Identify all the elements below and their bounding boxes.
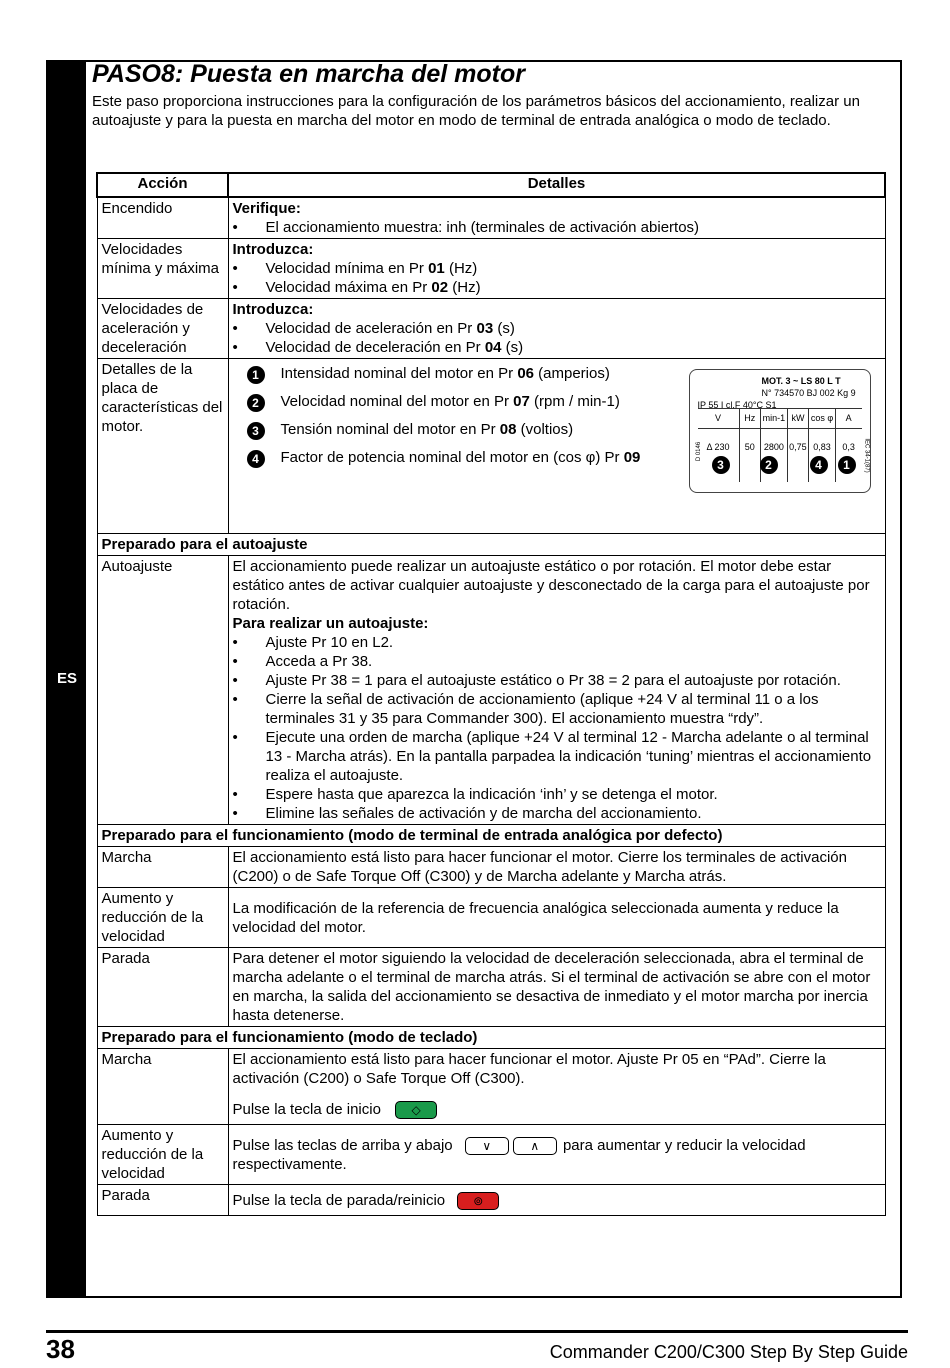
list-item: • Velocidad de aceleración en Pr 03 (s) xyxy=(233,319,881,338)
number-marker: 1 xyxy=(247,366,265,384)
list-item: • Ajuste Pr 10 en L2. xyxy=(233,633,881,652)
intro-text: Este paso proporciona instrucciones para la configuración de los parámetros básicos del accionamiento, realizar un autoajuste y para la puesta en marcha del motor en modo de terminal de entrada analógica o modo de teclado. xyxy=(92,93,860,129)
table-row xyxy=(97,556,885,825)
table-row xyxy=(97,239,885,299)
details-cell xyxy=(228,239,885,299)
down-key-icon[interactable]: ∨ xyxy=(465,1137,509,1155)
plate-marker: 1 xyxy=(838,456,856,474)
action-cell: Marcha xyxy=(97,1049,228,1125)
header-action: Acción xyxy=(97,173,228,197)
number-marker: 3 xyxy=(247,422,265,440)
plate-line-1: MOT. 3 ~ LS 80 L T xyxy=(761,376,841,386)
list-item: • Acceda a Pr 38. xyxy=(233,652,881,671)
page-number: 38 xyxy=(46,1334,75,1364)
plate-side-right: IEC 34-1(87) xyxy=(863,438,870,473)
action-cell: Encendido xyxy=(97,197,228,239)
list-item: 2 Velocidad nominal del motor en Pr 07 (rpm / min-1) xyxy=(233,392,881,412)
procedure-table xyxy=(96,172,886,1216)
details-cell xyxy=(228,197,885,239)
list-item: • Cierre la señal de activación de accionamiento (aplique +24 V al terminal 11 o a los terminales 31 y 35 para Commander 300). El accionamiento muestra “rdy”. xyxy=(233,690,881,728)
details-cell: El accionamiento está listo para hacer funcionar el motor. Ajuste Pr 05 en “PAd”. Cierre la activación (C200) o Safe Torque Off (C300). Pulse la tecla de inicio ◇ xyxy=(228,1049,885,1125)
action-cell: Parada xyxy=(97,1185,228,1216)
details-cell xyxy=(228,359,885,534)
motor-nameplate-diagram xyxy=(689,369,871,493)
details-heading: Para realizar un autoajuste: xyxy=(232,615,429,632)
page-frame xyxy=(46,60,902,1298)
details-cell: El accionamiento está listo para hacer funcionar el motor. Cierre los terminales de activación (C200) o de Safe Torque Off (C300) y de Marcha adelante y Marcha atrás. xyxy=(228,847,885,888)
list-item: 3 Tensión nominal del motor en Pr 08 (voltios) xyxy=(233,420,881,440)
list-item: • Velocidad máxima en Pr 02 (Hz) xyxy=(233,278,881,297)
action-cell: Detalles de la placa de características del motor. xyxy=(97,359,228,534)
section-header: Preparado para el autoajuste xyxy=(97,534,885,556)
action-cell: Aumento y reducción de la velocidad xyxy=(97,888,228,948)
details-cell xyxy=(228,299,885,359)
number-marker: 4 xyxy=(247,450,265,468)
up-key-icon[interactable]: ∧ xyxy=(513,1137,557,1155)
footer-rule xyxy=(46,1330,908,1333)
list-item: • Velocidad de deceleración en Pr 04 (s) xyxy=(233,338,881,357)
start-key-icon[interactable]: ◇ xyxy=(395,1101,437,1119)
action-cell: Parada xyxy=(97,948,228,1027)
action-cell: Autoajuste xyxy=(97,556,228,825)
plate-side-left: D 0146 xyxy=(695,441,702,462)
table-row xyxy=(97,948,885,1027)
plate-line-2: N° 734570 BJ 002 Kg 9 xyxy=(761,388,856,398)
details-heading: Introduzca: xyxy=(232,241,314,258)
plate-marker: 3 xyxy=(712,456,730,474)
details-heading: Verifique: xyxy=(232,200,301,217)
section-header: Preparado para el funcionamiento (modo de teclado) xyxy=(97,1027,885,1049)
list-item: • El accionamiento muestra: inh (terminales de activación abiertos) xyxy=(233,218,881,237)
table-row xyxy=(97,1049,885,1125)
plate-headers: V Hz min-1 kW cos φ A xyxy=(698,408,862,429)
table-row xyxy=(97,197,885,239)
language-tab: ES xyxy=(56,670,77,687)
table-row xyxy=(97,359,885,534)
details-cell: Para detener el motor siguiendo la velocidad de deceleración seleccionada, abra el terminal de marcha adelante o el terminal de marcha atrás. Si el terminal de activación se abre con el motor en marcha, la salida del accionamiento se desactiva de inmediato y el motor marcha por inercia hasta detenerse. xyxy=(228,948,885,1027)
table-row xyxy=(97,888,885,948)
number-marker: 2 xyxy=(247,394,265,412)
list-item: • Ajuste Pr 38 = 1 para el autoajuste estático o Pr 38 = 2 para el autoajuste por rotación. xyxy=(233,671,881,690)
guide-title: Commander C200/C300 Step By Step Guide xyxy=(549,1342,908,1362)
details-cell: Pulse la tecla de parada/reinicio ⊚ xyxy=(228,1185,885,1216)
table-row xyxy=(97,299,885,359)
table-row xyxy=(97,1185,885,1216)
action-cell: Velocidades mínima y máxima xyxy=(97,239,228,299)
list-item: 4 Factor de potencia nominal del motor en (cos φ) Pr 09 xyxy=(233,448,881,468)
table-header xyxy=(97,173,885,197)
header-details: Detalles xyxy=(228,173,885,197)
plate-marker: 2 xyxy=(760,456,778,474)
details-heading: Introduzca: xyxy=(232,301,314,318)
list-item: • Espere hasta que aparezca la indicación ‘inh’ y se detenga el motor. xyxy=(233,785,881,804)
section-header: Preparado para el funcionamiento (modo de terminal de entrada analógica por defecto) xyxy=(97,825,885,847)
details-cell xyxy=(228,556,885,825)
plate-marker: 4 xyxy=(810,456,828,474)
table-row xyxy=(97,847,885,888)
list-item: • Velocidad mínima en Pr 01 (Hz) xyxy=(233,259,881,278)
plate-values: Δ 230 50 2800 0,75 0,83 0,3 xyxy=(698,422,862,482)
list-item: 1 Intensidad nominal del motor en Pr 06 (amperios) xyxy=(233,364,881,384)
list-item: • Elimine las señales de activación y de marcha del accionamiento. xyxy=(233,804,881,823)
paragraph: El accionamiento puede realizar un autoajuste estático o por rotación. El motor debe estar estático antes de activar cualquier autoajuste y desconectado de la carga para el autoajuste por rotación. xyxy=(232,558,870,613)
list-item: • Ejecute una orden de marcha (aplique +24 V al terminal 12 - Marcha adelante o al terminal 13 - Marcha atrás). En la pantalla parpadea la indicación ‘tuning’ mientras el accionamiento realiza el autoajuste. xyxy=(233,728,881,785)
details-cell: La modificación de la referencia de frecuencia analógica seleccionada aumenta y reduce la velocidad del motor. xyxy=(228,888,885,948)
action-cell: Velocidades de aceleración y deceleración xyxy=(97,299,228,359)
plate-line-3: IP 55 I cl.F 40°C S1 xyxy=(697,400,777,410)
page-title: PASO8: Puesta en marcha del motor xyxy=(92,60,525,88)
table-row xyxy=(97,1125,885,1185)
action-cell: Aumento y reducción de la velocidad xyxy=(97,1125,228,1185)
stop-reset-key-icon[interactable]: ⊚ xyxy=(457,1192,499,1210)
details-cell: Pulse las teclas de arriba y abajo ∨ ∧ para aumentar y reducir la velocidad respectivamente. xyxy=(228,1125,885,1185)
language-sidebar xyxy=(48,62,86,1296)
action-cell: Marcha xyxy=(97,847,228,888)
